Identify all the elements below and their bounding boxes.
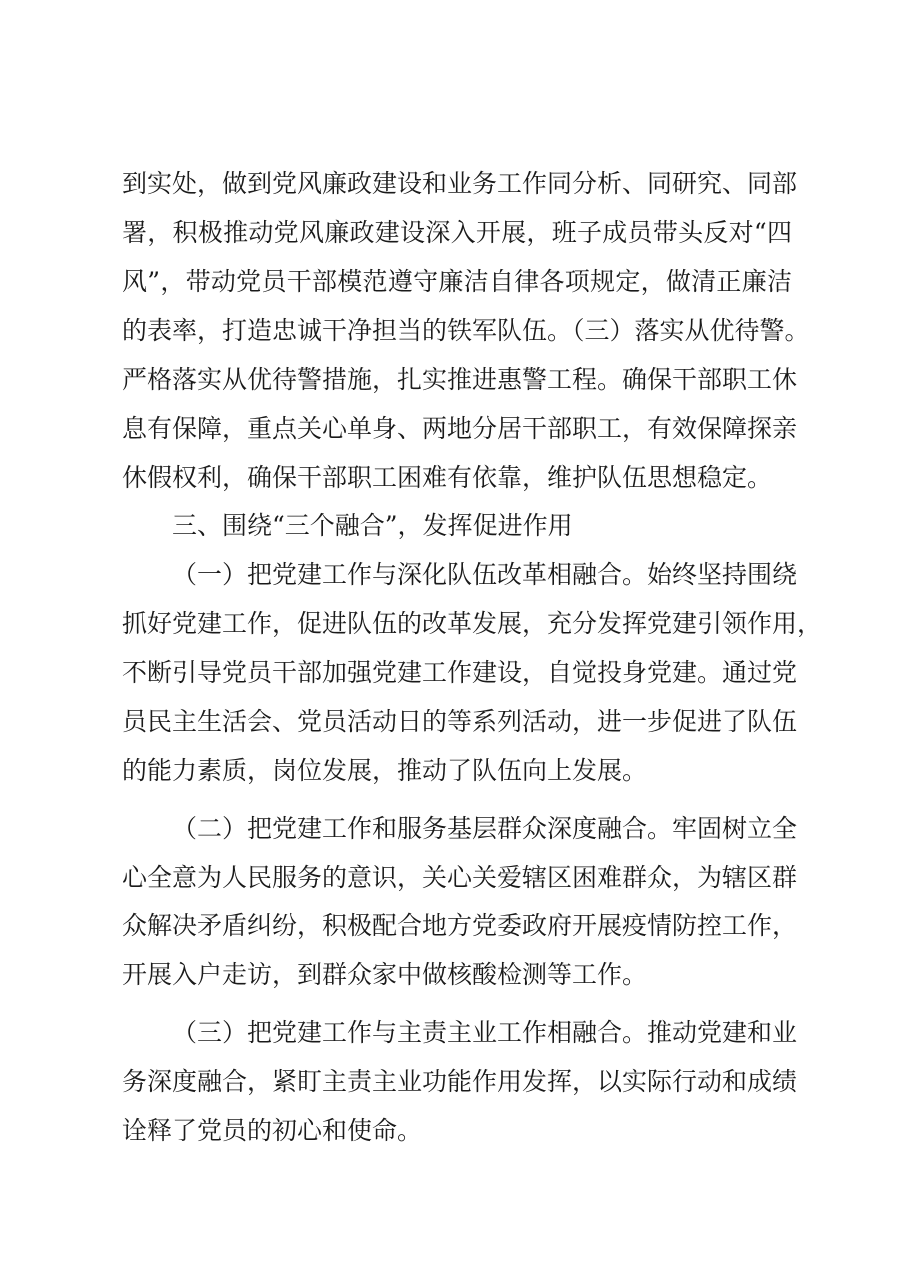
paragraph-line: 抓好党建工作，促进队伍的改革发展，充分发挥党建引领作用， [122, 609, 823, 638]
paragraph-line: 风”，带动党员干部模范遵守廉洁自律各项规定，做清正廉洁 [122, 267, 792, 296]
paragraph-line: 署，积极推动党风廉政建设深入开展，班子成员带头反对“四 [122, 218, 792, 247]
paragraph-line: 的表率，打造忠诚干净担当的铁军队伍。（三）落实从优待警。 [122, 316, 810, 345]
paragraph-line: 到实处，做到党风廉政建设和业务工作同分析、同研究、同部 [122, 169, 798, 198]
section-heading: 三、围绕“三个融合”，发挥促进作用 [172, 511, 573, 540]
paragraph-line: （一）把党建工作与深化队伍改革相融合。始终坚持围绕 [172, 560, 798, 589]
paragraph-line: 众解决矛盾纠纷，积极配合地方党委政府开展疫情防控工作， [122, 911, 798, 940]
paragraph-line: 务深度融合，紧盯主责主业功能作用发挥，以实际行动和成绩 [122, 1067, 798, 1096]
paragraph-line: 开展入户走访，到群众家中做核酸检测等工作。 [122, 960, 648, 989]
paragraph-line: 严格落实从优待警措施，扎实推进惠警工程。确保干部职工休 [122, 365, 798, 394]
paragraph-line: （二）把党建工作和服务基层群众深度融合。牢固树立全 [172, 814, 798, 843]
paragraph-line: 息有保障，重点关心单身、两地分居干部职工，有效保障探亲 [122, 414, 798, 443]
paragraph-line: 心全意为人民服务的意识，关心关爱辖区困难群众，为辖区群 [122, 863, 798, 892]
paragraph-line: 不断引导党员干部加强党建工作建设，自觉投身党建。通过党 [122, 658, 798, 687]
paragraph-line: 休假权利，确保干部职工困难有依靠，维护队伍思想稳定。 [122, 463, 773, 492]
paragraph-line: 诠释了党员的初心和使命。 [122, 1116, 423, 1145]
paragraph-line: （三）把党建工作与主责主业工作相融合。推动党建和业 [172, 1018, 798, 1047]
paragraph-line: 员民主生活会、党员活动日的等系列活动，进一步促进了队伍 [122, 707, 798, 736]
paragraph-line: 的能力素质，岗位发展，推动了队伍向上发展。 [122, 756, 648, 785]
